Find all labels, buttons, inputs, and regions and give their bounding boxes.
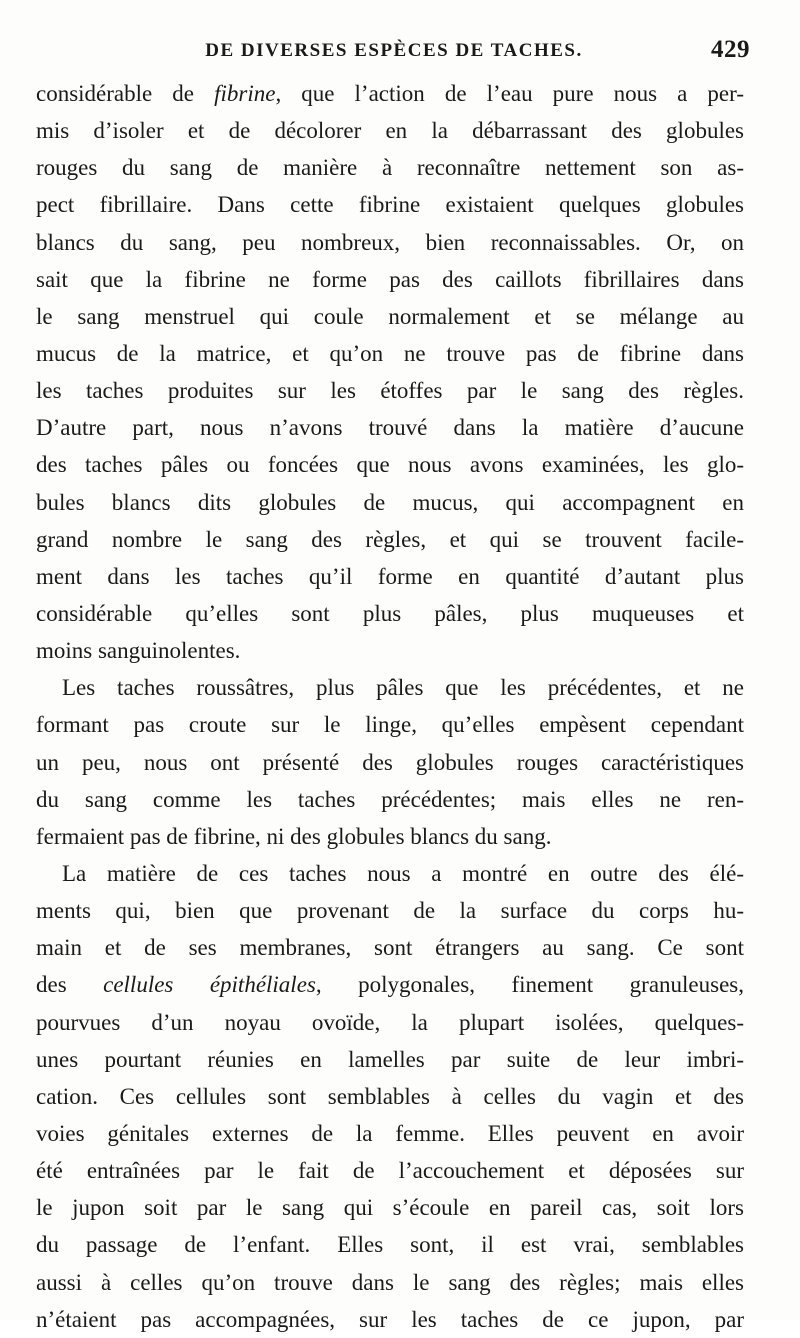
text-line (36, 744, 744, 781)
text-line (36, 372, 744, 409)
text-segment: moins sanguinolentes. (36, 638, 241, 664)
text-segment: du passage de l’enfant. Elles sont, il est vrai, semblables (36, 1232, 744, 1258)
text-line (36, 484, 744, 521)
text-segment: bules blancs dits globules de mucus, qui accompagnent en (36, 489, 744, 515)
text-line (36, 261, 744, 298)
text-segment: Les taches roussâtres, plus pâles que les précédentes, et ne (62, 675, 744, 701)
text-line (36, 929, 744, 966)
text-line (36, 1078, 744, 1115)
page-number: 429 (711, 36, 750, 63)
text-segment: fermaient pas de fibrine, ni des globules blancs du sang. (36, 823, 552, 849)
running-head (38, 36, 750, 76)
text-segment: du sang comme les taches précédentes; mais elles ne ren- (36, 786, 744, 812)
text-line (36, 75, 744, 112)
text-segment: , que l’action de l’eau pure nous a per- (275, 81, 744, 106)
text-line (36, 186, 744, 223)
text-segment: été entraînées par le fait de l’accouchement et déposées sur (36, 1158, 744, 1184)
text-line (36, 632, 744, 669)
text-line (36, 409, 744, 446)
text-segment: cation. Ces cellules sont semblables à celles du vagin et des (36, 1083, 744, 1109)
text-line (36, 521, 744, 558)
text-line (36, 966, 744, 1003)
text-segment: rouges du sang de manière à reconnaître nettement son as- (36, 155, 744, 181)
text-segment: des (36, 972, 104, 998)
text-line (36, 558, 744, 595)
text-line (36, 446, 744, 483)
running-title: DE DIVERSES ESPÈCES DE TACHES. (205, 40, 583, 61)
text-line (36, 112, 744, 149)
text-segment: le sang menstruel qui coule normalement et se mélange au (36, 303, 744, 329)
text-line (36, 1301, 744, 1338)
text-segment: mucus de la matrice, et qu’on ne trouve pas de fibrine dans (36, 340, 744, 366)
text-line (36, 298, 744, 335)
italic-term: fibrine (214, 81, 276, 106)
text-line (36, 781, 744, 818)
text-segment: formant pas croute sur le linge, qu’elles empèsent cependant (36, 712, 744, 738)
text-line (36, 595, 744, 632)
text-line (36, 224, 744, 261)
text-line (36, 1189, 744, 1226)
text-segment: pect fibrillaire. Dans cette fibrine existaient quelques globules (36, 192, 744, 218)
text-segment: pourvues d’un noyau ovoïde, la plupart isolées, quelques- (36, 1009, 744, 1035)
text-segment: La matière de ces taches nous a montré en outre des élé- (62, 860, 744, 886)
text-segment: sait que la fibrine ne forme pas des caillots fibrillaires dans (36, 266, 744, 292)
text-line (36, 706, 744, 743)
text-segment: considérable de (36, 81, 215, 106)
text-segment: D’autre part, nous n’avons trouvé dans la matière d’aucune (36, 415, 744, 441)
text-segment: , polygonales, finement granuleuses, (315, 972, 744, 998)
text-line (36, 1152, 744, 1189)
text-line (36, 335, 744, 372)
text-segment: mis d’isoler et de décolorer en la débarrassant des globules (36, 118, 744, 144)
text-segment: considérable qu’elles sont plus pâles, plus muqueuses et (36, 600, 744, 626)
text-segment: aussi à celles qu’on trouve dans le sang des règles; mais elles (36, 1269, 744, 1295)
text-segment: des taches pâles ou foncées que nous avons examinées, les glo- (36, 452, 744, 478)
text-line (36, 818, 744, 855)
text-segment: voies génitales externes de la femme. Elles peuvent en avoir (36, 1120, 744, 1146)
text-line (36, 855, 744, 892)
text-line (36, 892, 744, 929)
text-segment: un peu, nous ont présenté des globules rouges caractéristiques (36, 749, 744, 775)
italic-term: cellules épithéliales (103, 972, 316, 998)
text-segment: les taches produites sur les étoffes par le sang des règles. (36, 378, 744, 404)
body-text (36, 75, 744, 1338)
text-segment: grand nombre le sang des règles, et qui se trouvent facile- (36, 526, 744, 552)
text-line (36, 1041, 744, 1078)
text-segment: n’étaient pas accompagnées, sur les taches de ce jupon, par (36, 1306, 744, 1332)
text-segment: unes pourtant réunies en lamelles par suite de leur imbri- (36, 1046, 744, 1072)
text-segment: ments qui, bien que provenant de la surface du corps hu- (36, 898, 744, 924)
text-segment: main et de ses membranes, sont étrangers au sang. Ce sont (36, 935, 744, 961)
text-line (36, 149, 744, 186)
text-line (36, 1226, 744, 1263)
text-segment: le jupon soit par le sang qui s’écoule en pareil cas, soit lors (36, 1195, 744, 1221)
text-line (36, 1115, 744, 1152)
text-segment: blancs du sang, peu nombreux, bien reconnaissables. Or, on (36, 229, 744, 255)
text-segment: ment dans les taches qu’il forme en quantité d’autant plus (36, 563, 744, 589)
text-line (36, 1004, 744, 1041)
text-line (36, 669, 744, 706)
text-line (36, 1264, 744, 1301)
